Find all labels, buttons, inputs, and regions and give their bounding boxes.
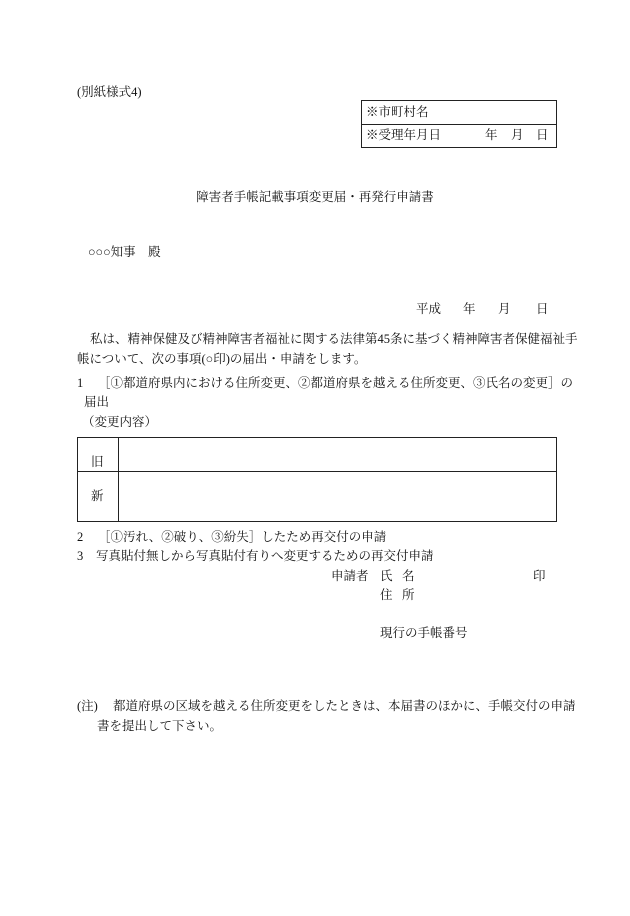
received-month: 月 — [511, 128, 524, 142]
name-label-2: 名 — [402, 569, 415, 583]
date-year: 年 — [463, 302, 476, 316]
form-id: (別紙様式4) — [77, 85, 142, 99]
municipality-label: ※市町村名 — [366, 105, 429, 119]
item-2-number: 2 — [77, 530, 84, 544]
document-title: 障害者手帳記載事項変更届・再発行申請書 — [196, 190, 434, 204]
date-month: 月 — [498, 302, 511, 316]
item-3-text: 写真貼付無しから写真貼付有りへ変更するための再交付申請 — [96, 549, 434, 563]
applicant-label: 申請者 — [331, 569, 369, 583]
name-label-1: 氏 — [380, 569, 393, 583]
seal-label: 印 — [533, 569, 546, 583]
date-day: 日 — [536, 302, 549, 316]
old-label: 旧 — [91, 455, 104, 469]
item-3-number: 3 — [77, 549, 84, 563]
date-era: 平成 — [416, 302, 442, 316]
note-line-1: 都道府県の区域を越える住所変更をしたときは、本届書のほかに、手帳交付の申請 — [113, 699, 576, 713]
change-details-label: （変更内容） — [82, 415, 158, 429]
card-number-label: 現行の手帳番号 — [380, 626, 468, 640]
item-1-text: ［①都道府県内における住所変更、②都道府県を越える住所変更、③氏名の変更］の — [98, 376, 574, 390]
item-1-continuation: 届出 — [84, 395, 110, 409]
received-date-label: ※受理年月日 — [366, 128, 442, 142]
received-year: 年 — [485, 128, 498, 142]
addressee: ○○○知事 殿 — [88, 245, 161, 259]
item-1-number: 1 — [77, 376, 84, 390]
body-line-2: 帳について、次の事項(○印)の届出・申請をします。 — [77, 352, 367, 366]
note-line-2: 書を提出して下さい。 — [97, 719, 223, 733]
item-2-text: ［①汚れ、②破り、③紛失］したため再交付の申請 — [98, 530, 387, 544]
body-line-1: 私は、精神保健及び精神障害者福祉に関する法律第45条に基づく精神障害者保健福祉手 — [90, 332, 578, 346]
note-label: (注) — [77, 699, 98, 713]
address-label-1: 住 — [380, 588, 393, 602]
address-label-2: 所 — [402, 588, 415, 602]
new-label: 新 — [91, 489, 104, 503]
received-day: 日 — [536, 128, 549, 142]
